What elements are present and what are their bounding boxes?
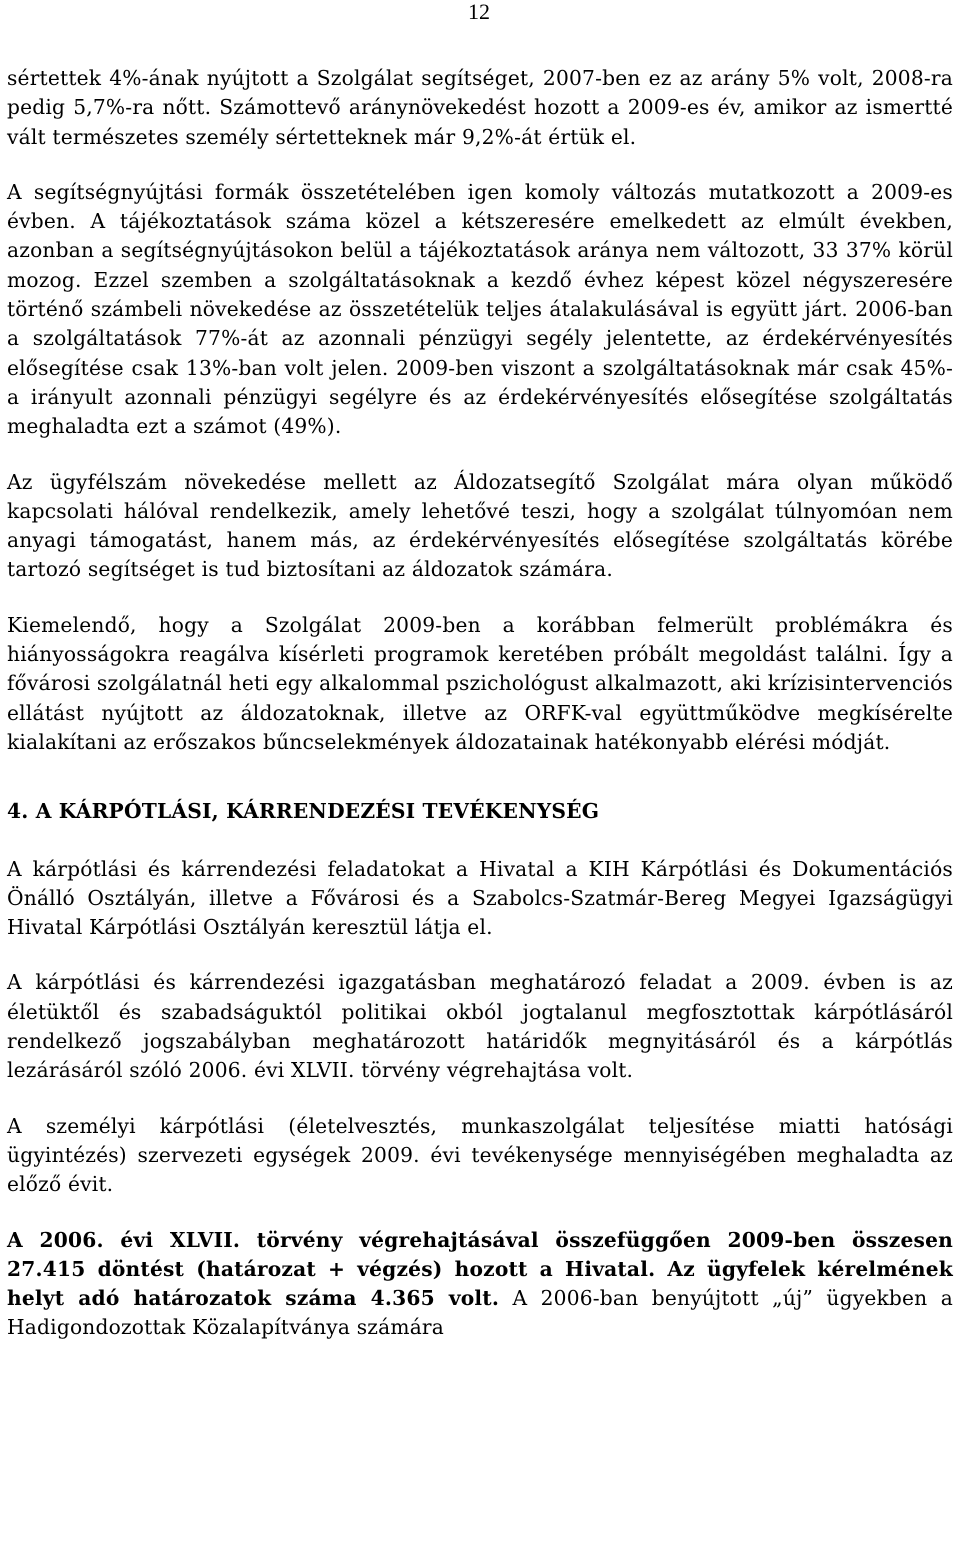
paragraph-victim-share: sértettek 4%-ának nyújtott a Szolgálat segítséget, 2007-ben ez az arány 5% volt, 2008-ra pedig 5,7%-ra nőtt. Számottevő aránynövekedést hozott a 2009-es év, amikor az ismertté vált természetes személy sértetteknek már 9,2%-át értük el. [7, 66, 953, 149]
paragraph-decisions-summary [7, 1226, 953, 1343]
page-number: 12 [468, 0, 490, 24]
document-body [7, 64, 953, 1369]
paragraph-compensation-tasks: A kárpótlási és kárrendezési feladatokat a Hivatal a KIH Kárpótlási és Dokumentációs Önálló Osztályán, illetve a Fővárosi és a Szabolcs-Szatmár-Bereg Megyei Igazságügyi Hivatal Kárpótlási Osztályán keresztül látja el. [7, 856, 953, 940]
paragraph-client-network: Az ügyfélszám növekedése mellett az Áldozatsegítő Szolgálat mára olyan működő kapcsolati hálóval rendelkezik, amely lehetővé teszi, hogy a szolgálat túlnyomóan nem anyagi támogatást, hanem más, az érdekérvényesítés elősegítése szolgáltatás körébe tartozó segítséget is tud biztosítani az áldozatok számára. [7, 469, 953, 582]
paragraph-pilot-programs: Kiemelendő, hogy a Szolgálat 2009-ben a korábban felmerült problémákra és hiányosságokra reagálva kísérleti programok keretében próbált megoldást találni. Így a fővárosi szolgálatnál heti egy alkalommal pszichológust alkalmazott, aki krízisintervenciós ellátást nyújtott az áldozatoknak, illetve az ORFK-val együttműködve megkísérelte kialakítani az erőszakos bűncselekmények áldozatainak hatékonyabb elérési módját. [7, 612, 953, 754]
section-heading: 4. A KÁRPÓTLÁSI, KÁRRENDEZÉSI TEVÉKENYSÉG [7, 799, 600, 824]
decisions-bold-text: A 2006. évi XLVII. törvény végrehajtásával összefüggően 2009-ben összesen 27.415 döntést (határozat + végzés) hozott a Hivatal. Az ügyfelek kérelmének helyt adó határozatok száma 4.365 volt. [7, 1227, 953, 1311]
paragraph-assistance-forms: A segítségnyújtási formák összetételében igen komoly változás mutatkozott a 2009-es évben. A tájékoztatások száma közel a kétszeresére emelkedett az elmúlt években, azonban a segítségnyújtásokon belül a tájékoztatások aránya nem változott, 33 37% körül mozog. Ezzel szemben a szolgáltatásoknak a kezdő évhez képest közel négyszeresére történő számbeli növekedése az összetételük teljes átalakulásával is együtt járt. 2006-ban a szolgáltatások 77%-át az azonnali pénzügyi segély jelentette, az érdekérvényesítés elősegítése csak 13%-ban volt jelen. 2009-ben viszont a szolgáltatásoknak már csak 45%-a irányult azonnali pénzügyi segélyre és az érdekérvényesítés elősegítése szolgáltatás meghaladta ezt a számot (49%). [7, 179, 953, 439]
paragraph-personal-compensation: A személyi kárpótlási (életelvesztés, munkaszolgálat teljesítése miatti hatósági ügyintézés) szervezeti egységek 2009. évi tevékenysége mennyiségében meghaladta az előző évit. [7, 1113, 953, 1197]
decisions-continued-text: A 2006-ban benyújtott „új” ügyekben a Hadigondozottak Közalapítványa számára [7, 1286, 953, 1340]
paragraph-compensation-admin: A kárpótlási és kárrendezési igazgatásban meghatározó feladat a 2009. évben is az életüktől és szabadságuktól politikai okból jogtalanul megfosztottak kárpótlásáról rendelkező jogszabályban meghatározott határidők megnyitásáról és a kárpótlás lezárásáról szóló 2006. évi XLVII. törvény végrehajtása volt. [7, 970, 953, 1083]
